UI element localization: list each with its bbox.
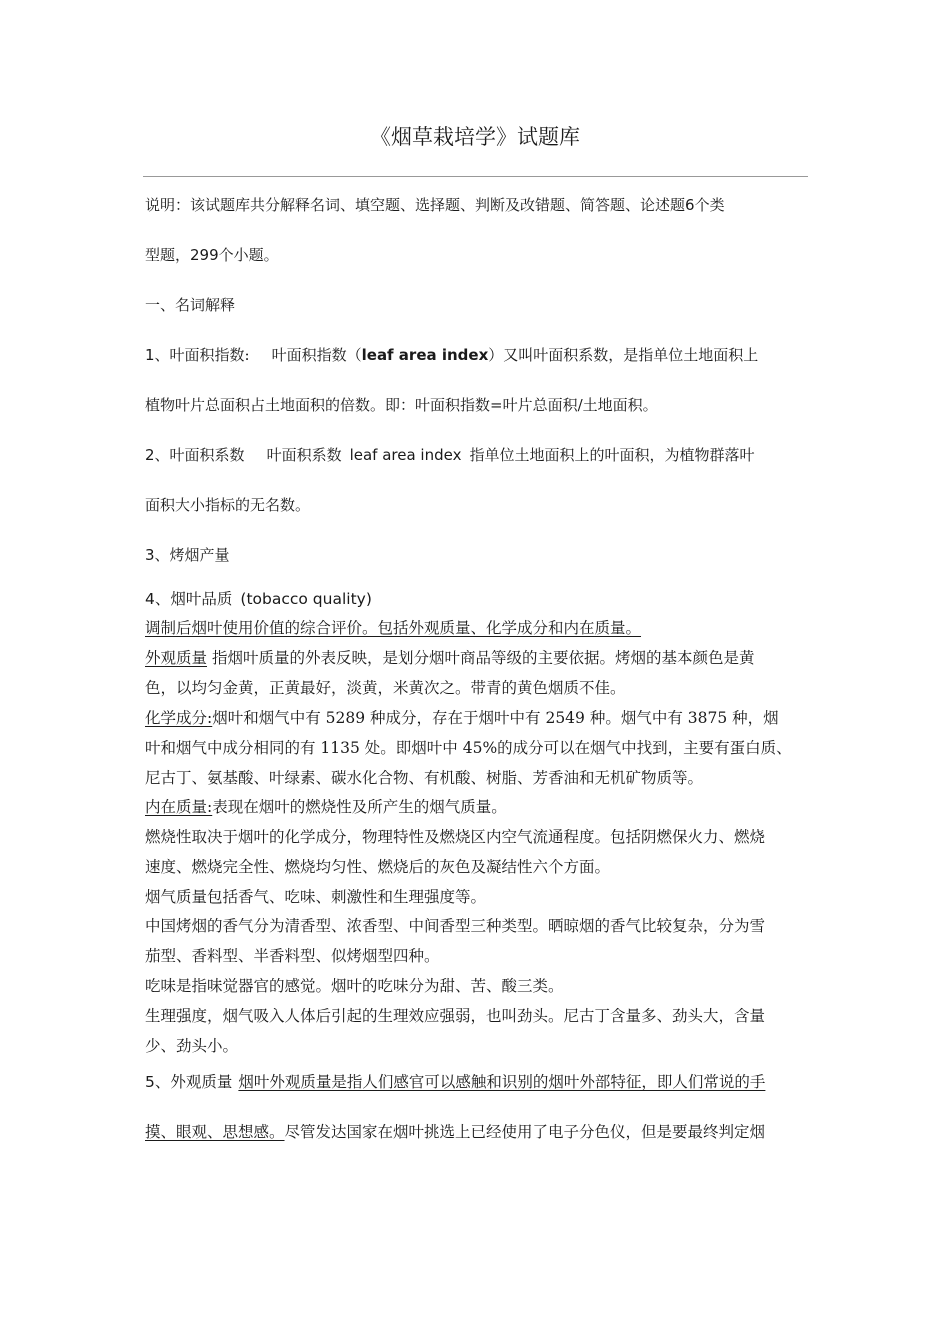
definition-text: 叶面积系数 — [266, 446, 342, 464]
english-term: leaf area index — [361, 346, 489, 364]
question-number: 3、 — [145, 546, 170, 564]
intro-text: 型题， — [145, 246, 191, 264]
title-divider — [143, 176, 808, 177]
question-4-line-13: 茄型、香料型、半香料型、似烤烟型四种。 — [145, 947, 440, 965]
subheading: 内在质量: — [145, 798, 213, 816]
subheading: 化学成分: — [145, 709, 213, 727]
question-4-line-4: 色，以均匀金黄，正黄最好，淡黄，米黄次之。带青的黄色烟质不佳。 — [145, 679, 626, 697]
question-term: 叶面积指数: — [169, 346, 250, 364]
intro-number: 6 — [685, 196, 695, 214]
question-2-line-2: 面积大小指标的无名数。 — [145, 496, 311, 514]
question-number: 5、 — [145, 1073, 171, 1091]
english-term: leaf area index — [349, 446, 462, 464]
intro-line-1 — [145, 193, 810, 217]
question-4-line-6: 叶和烟气中成分相同的有 1135 处。即烟叶中 45%的成分可以在烟气中找到，主要有蛋白质、 — [145, 739, 792, 757]
question-5-line-2 — [145, 1120, 810, 1144]
body-text: 表现在烟叶的燃烧性及所产生的烟气质量。 — [212, 798, 507, 816]
intro-number: 299 — [190, 246, 219, 264]
question-term: 烤烟产量 — [169, 546, 230, 564]
body-text: 烟叶和烟气中有 5289 种成分，存在于烟叶中有 2549 种。烟气中有 3875 种，烟 — [212, 709, 779, 727]
question-4-line-9: 燃烧性取决于烟叶的化学成分，物理特性及燃烧区内空气流通程度。包括阴燃保火力、燃烧 — [145, 828, 766, 846]
body-text: 指烟叶质量的外表反映，是划分烟叶商品等级的主要依据。烤烟的基本颜色是黄 — [207, 649, 755, 667]
english-term: (tobacco quality) — [240, 590, 372, 608]
question-term: 叶面积系数 — [169, 446, 245, 464]
question-number: 2、 — [145, 446, 170, 464]
question-number: 1、 — [145, 346, 170, 364]
definition-text: ）又叫叶面积系数，是指单位土地面积上 — [488, 346, 759, 364]
intro-text: 个小题。 — [218, 246, 279, 264]
question-5-line-1 — [145, 1070, 810, 1094]
question-1-line-2: 植物叶片总面积占土地面积的倍数。即：叶面积指数=叶片总面积/土地面积。 — [145, 396, 658, 414]
underlined-text: 烟叶外观质量是指人们感官可以感触和识别的烟叶外部特征，即人们常说的手 — [238, 1073, 766, 1091]
question-4-line-11: 烟气质量包括香气、吃味、刺激性和生理强度等。 — [145, 888, 487, 906]
question-4-line-10: 速度、燃烧完全性、燃烧均匀性、燃烧后的灰色及凝结性六个方面。 — [145, 858, 611, 876]
definition-text: 指单位土地面积上的叶面积，为植物群落叶 — [469, 446, 755, 464]
question-4-line-8 — [145, 795, 810, 819]
question-4-line-3 — [145, 646, 810, 670]
definition-text: 叶面积指数（ — [271, 346, 362, 364]
question-4-line-16: 少、劲头小。 — [145, 1037, 239, 1055]
subheading: 外观质量 — [145, 649, 208, 667]
question-term: 烟叶品质 — [170, 590, 233, 608]
document-title: 《烟草栽培学》试题库 — [370, 125, 580, 149]
question-number: 4、 — [145, 590, 171, 608]
intro-line-2 — [145, 243, 810, 267]
question-1-line-1 — [145, 343, 810, 367]
question-2-line-1 — [145, 443, 810, 467]
intro-text: 说明：该试题库共分解释名词、填空题、选择题、判断及改错题、简答题、论述题 — [145, 196, 686, 214]
question-4-line-7: 尼古丁、氨基酸、叶绿素、碳水化合物、有机酸、树脂、芳香油和无机矿物质等。 — [145, 769, 704, 787]
question-4-line-5 — [145, 706, 810, 730]
body-text: 尽管发达国家在烟叶挑选上已经使用了电子分色仪，但是要最终判定烟 — [284, 1123, 766, 1141]
question-4-line-12: 中国烤烟的香气分为清香型、浓香型、中间香型三种类型。晒晾烟的香气比较复杂，分为雪 — [145, 917, 766, 935]
intro-text: 个类 — [694, 196, 725, 214]
question-3-line-1 — [145, 543, 810, 567]
question-4-line-2: 调制后烟叶使用价值的综合评价。包括外观质量、化学成分和内在质量。 — [145, 619, 642, 637]
underlined-text: 摸、眼观、思想感。 — [145, 1123, 285, 1141]
question-4-line-14: 吃味是指味觉器官的感觉。烟叶的吃味分为甜、苦、酸三类。 — [145, 977, 564, 995]
question-4-line-1 — [145, 587, 810, 611]
section-heading: 一、名词解释 — [145, 296, 236, 314]
question-term: 外观质量 — [170, 1073, 233, 1091]
question-4-line-15: 生理强度，烟气吸入人体后引起的生理效应强弱，也叫劲头。尼古丁含量多、劲头大，含量 — [145, 1007, 766, 1025]
